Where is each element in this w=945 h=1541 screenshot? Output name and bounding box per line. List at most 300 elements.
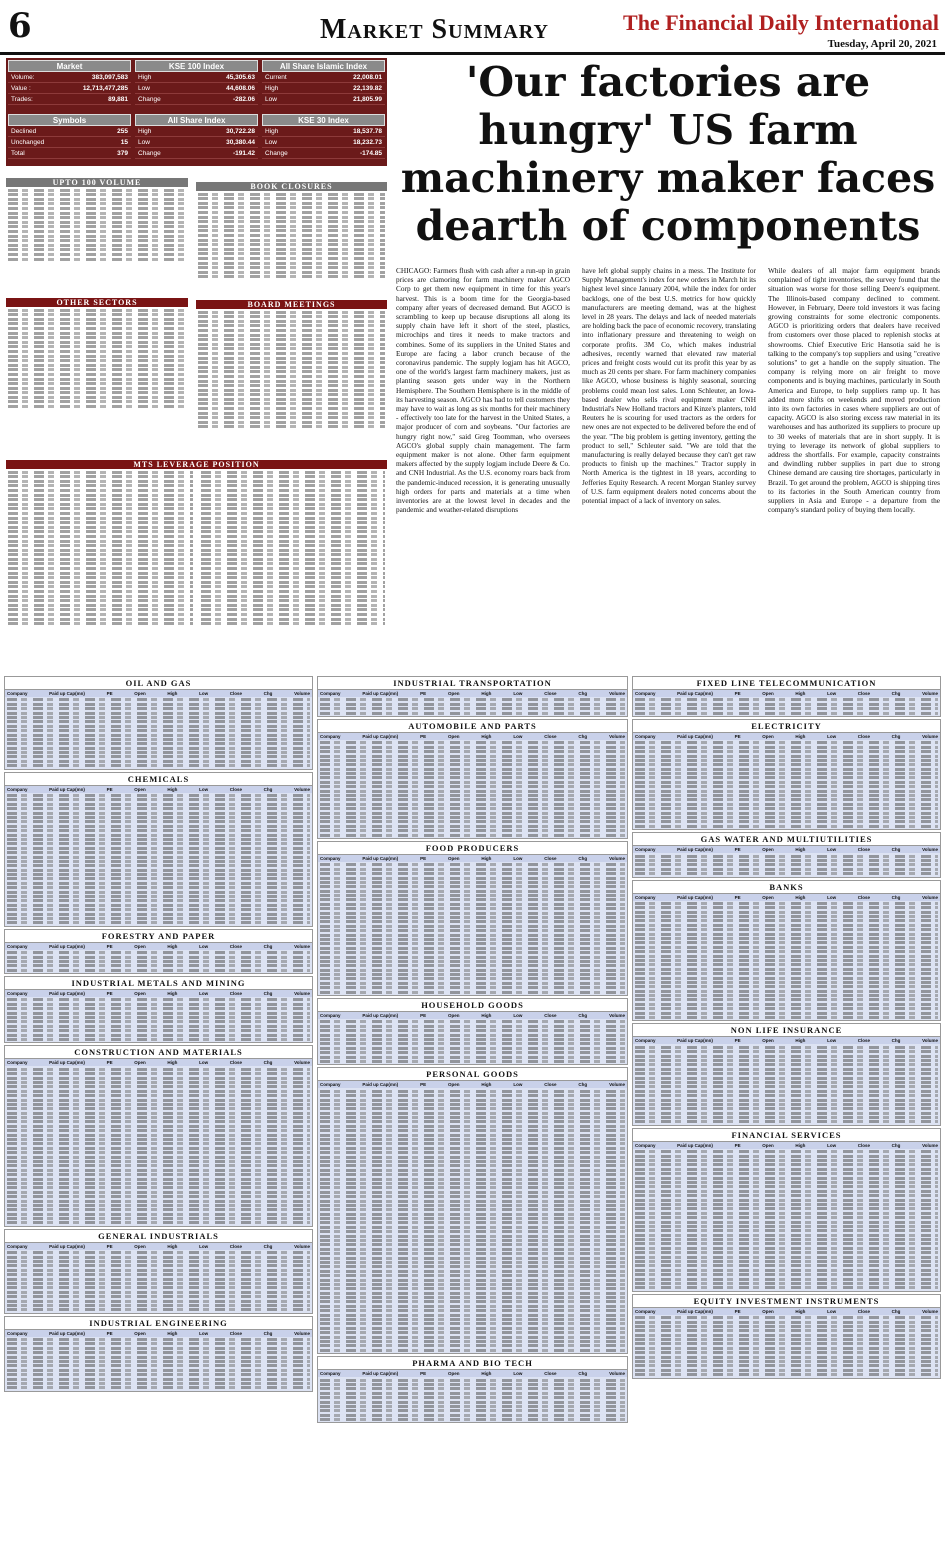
table-row xyxy=(198,366,385,369)
column-header: Paid up Cap(mn) xyxy=(49,943,85,949)
table-row xyxy=(320,1186,625,1189)
column-header: Open xyxy=(448,691,460,696)
table-row xyxy=(320,898,625,901)
column-header: Volume xyxy=(609,691,625,696)
table-row xyxy=(8,604,193,607)
table-row xyxy=(635,1120,938,1123)
column-header: Open xyxy=(762,733,774,739)
summary-value: -174.85 xyxy=(359,149,382,157)
table-row xyxy=(7,834,310,837)
table-row xyxy=(635,1103,938,1106)
table-row xyxy=(635,1168,938,1171)
table-row xyxy=(7,812,310,815)
table-row xyxy=(7,921,310,924)
table-row xyxy=(635,1229,938,1232)
column-header: Open xyxy=(762,1142,774,1148)
sector-title: ELECTRICITY xyxy=(633,720,940,733)
table-row xyxy=(201,581,386,584)
column-header: Open xyxy=(134,1330,146,1336)
table-row xyxy=(198,329,385,332)
table-row xyxy=(635,1373,938,1376)
summary-box-title: All Share Islamic Index xyxy=(262,60,385,72)
column-header: High xyxy=(481,691,492,696)
table-row xyxy=(8,327,186,330)
table-row xyxy=(320,863,625,866)
table-row xyxy=(7,1151,310,1154)
table-row xyxy=(8,549,193,552)
table-row xyxy=(635,798,938,801)
table-row xyxy=(8,359,186,362)
table-row xyxy=(8,345,186,348)
table-row xyxy=(7,816,310,819)
table-row xyxy=(7,908,310,911)
column-header: Paid up Cap(mn) xyxy=(49,1330,85,1336)
table-row xyxy=(320,925,625,928)
table-row xyxy=(320,1200,625,1203)
column-header: High xyxy=(795,1142,806,1148)
table-row xyxy=(8,258,186,261)
sector-column-1 xyxy=(4,676,313,1538)
table-row xyxy=(7,838,310,841)
table-row xyxy=(7,1286,310,1289)
table-row xyxy=(635,955,938,958)
table-row xyxy=(320,1340,625,1343)
column-header: Close xyxy=(229,1330,242,1336)
table-row xyxy=(7,1282,310,1285)
table-row xyxy=(8,608,193,611)
table-row xyxy=(635,781,938,784)
table-row xyxy=(7,1094,310,1097)
column-headers xyxy=(633,733,940,740)
table-row xyxy=(320,1283,625,1286)
table-row xyxy=(7,716,310,719)
summary-value: 21,805.99 xyxy=(353,95,382,103)
table-row xyxy=(198,275,385,278)
column-header: Chg xyxy=(578,733,588,739)
table-row xyxy=(7,703,310,706)
table-row xyxy=(7,1338,310,1341)
sector-title: INDUSTRIAL TRANSPORTATION xyxy=(318,677,627,690)
column-header: Chg xyxy=(578,1013,588,1019)
column-header: Volume xyxy=(294,1060,310,1066)
table-row xyxy=(635,1068,938,1071)
summary-value: 22,008.01 xyxy=(353,73,382,81)
table-row xyxy=(320,820,625,823)
sector-title: CONSTRUCTION AND MATERIALS xyxy=(5,1046,312,1059)
table-row xyxy=(635,1046,938,1049)
table-row xyxy=(8,622,193,625)
table-row xyxy=(320,1336,625,1339)
table-row xyxy=(320,1418,625,1421)
column-header: Close xyxy=(857,1308,870,1314)
table-row xyxy=(7,869,310,872)
table-row xyxy=(320,942,625,945)
table-row xyxy=(8,239,186,242)
column-header: High xyxy=(481,1013,492,1019)
table-row xyxy=(320,1025,625,1028)
summary-row xyxy=(8,137,131,148)
column-header: Paid up Cap(mn) xyxy=(677,1308,713,1314)
summary-box-title: All Share Index xyxy=(135,114,258,126)
sector-table xyxy=(4,676,313,770)
table-row xyxy=(635,707,938,710)
table-row xyxy=(8,253,186,256)
sector-table xyxy=(4,772,313,927)
table-row xyxy=(635,1012,938,1015)
table-row xyxy=(7,1138,310,1141)
table-row xyxy=(201,521,386,524)
mts-column xyxy=(6,469,195,627)
sector-title: INDUSTRIAL ENGINEERING xyxy=(5,1317,312,1330)
column-header: PE xyxy=(106,1060,113,1066)
column-header: Low xyxy=(513,855,523,861)
table-row xyxy=(635,1185,938,1188)
table-row xyxy=(7,842,310,845)
table-row xyxy=(635,698,938,701)
table-row xyxy=(635,785,938,788)
table-row xyxy=(7,960,310,963)
table-row xyxy=(320,834,625,837)
table-row xyxy=(8,405,186,408)
mts-leverage-table xyxy=(6,460,387,627)
table-row xyxy=(7,1200,310,1203)
table-row xyxy=(7,1169,310,1172)
column-header: Company xyxy=(7,1330,28,1336)
column-header: PE xyxy=(734,733,741,739)
table-row xyxy=(320,1129,625,1132)
table-row xyxy=(320,890,625,893)
table-row xyxy=(635,1212,938,1215)
table-row xyxy=(320,1230,625,1233)
table-row xyxy=(7,1251,310,1254)
table-row xyxy=(320,1147,625,1150)
table-row xyxy=(7,1003,310,1006)
summary-label: Low xyxy=(138,84,150,92)
table-row xyxy=(635,812,938,815)
column-header: Open xyxy=(134,786,146,792)
table-row xyxy=(7,1304,310,1307)
table-row xyxy=(320,1409,625,1412)
column-header: Chg xyxy=(263,1060,273,1066)
column-headers xyxy=(318,1012,627,1019)
sector-table xyxy=(632,832,941,877)
table-row xyxy=(7,1369,310,1372)
table-row xyxy=(198,252,385,255)
table-row xyxy=(7,712,310,715)
table-row xyxy=(320,772,625,775)
column-header: Open xyxy=(448,1082,460,1088)
column-header: High xyxy=(795,1308,806,1314)
table-row xyxy=(7,1016,310,1019)
sector-title: FINANCIAL SERVICES xyxy=(633,1129,940,1142)
column-header: High xyxy=(481,855,492,861)
table-row xyxy=(198,320,385,323)
table-row xyxy=(320,1396,625,1399)
summary-label: Value : xyxy=(11,84,31,92)
table-row xyxy=(320,969,625,972)
column-header: Open xyxy=(134,691,146,696)
column-headers xyxy=(633,846,940,853)
table-row xyxy=(635,902,938,905)
column-header: Company xyxy=(320,1082,341,1088)
table-row xyxy=(201,553,386,556)
table-row xyxy=(635,1334,938,1337)
upto-100-volume-table xyxy=(6,178,188,262)
column-header: Open xyxy=(448,855,460,861)
table-row xyxy=(635,1364,938,1367)
table-row xyxy=(7,1081,310,1084)
column-header: Close xyxy=(857,847,870,853)
table-row xyxy=(635,759,938,762)
table-row xyxy=(198,239,385,242)
column-header: Close xyxy=(229,991,242,997)
table-row xyxy=(635,919,938,922)
summary-row xyxy=(262,83,385,94)
column-header: Low xyxy=(199,1060,209,1066)
column-header: Open xyxy=(448,1371,460,1377)
table-row xyxy=(635,1225,938,1228)
table-row xyxy=(7,864,310,867)
table-row xyxy=(635,776,938,779)
table-row xyxy=(320,825,625,828)
table-row xyxy=(320,768,625,771)
column-header: Chg xyxy=(578,691,588,696)
column-header: Close xyxy=(544,1013,557,1019)
table-row xyxy=(201,530,386,533)
table-row xyxy=(7,895,310,898)
table-row xyxy=(8,396,186,399)
table-row xyxy=(198,206,385,209)
column-header: PE xyxy=(420,691,427,696)
table-row xyxy=(7,969,310,972)
table-row xyxy=(8,558,193,561)
column-header: High xyxy=(167,691,178,696)
table-row xyxy=(8,364,186,367)
table-title: OTHER SECTORS xyxy=(6,298,188,307)
summary-label: Declined xyxy=(11,127,37,135)
sector-title: FOOD PRODUCERS xyxy=(318,842,627,855)
summary-box-title: Symbols xyxy=(8,114,131,126)
table-row xyxy=(320,991,625,994)
table-title: BOOK CLOSURES xyxy=(196,182,387,191)
table-row xyxy=(201,475,386,478)
table-row xyxy=(198,402,385,405)
table-row xyxy=(201,572,386,575)
table-row xyxy=(320,1292,625,1295)
summary-value: 22,139.82 xyxy=(353,84,382,92)
table-row xyxy=(201,498,386,501)
sector-table xyxy=(317,841,628,996)
table-row xyxy=(635,990,938,993)
table-row xyxy=(635,859,938,862)
table-row xyxy=(635,1269,938,1272)
sector-table xyxy=(317,1067,628,1354)
column-headers xyxy=(633,1142,940,1149)
table-row xyxy=(320,1349,625,1352)
sector-title: HOUSEHOLD GOODS xyxy=(318,999,627,1012)
column-header: High xyxy=(167,786,178,792)
table-row xyxy=(635,1055,938,1058)
column-headers xyxy=(318,1370,627,1377)
summary-box-title: Market xyxy=(8,60,131,72)
table-row xyxy=(635,1221,938,1224)
table-row xyxy=(320,755,625,758)
column-header: Paid up Cap(mn) xyxy=(677,733,713,739)
table-row xyxy=(320,1261,625,1264)
table-row xyxy=(8,225,186,228)
table-row xyxy=(7,1160,310,1163)
summary-value: 44,608.06 xyxy=(226,84,255,92)
column-header: Paid up Cap(mn) xyxy=(49,691,85,696)
summary-row xyxy=(135,148,258,159)
table-row xyxy=(320,1112,625,1115)
column-header: Close xyxy=(857,1142,870,1148)
table-row xyxy=(8,382,186,385)
table-row xyxy=(201,535,386,538)
table-row xyxy=(198,229,385,232)
column-header: Company xyxy=(7,1243,28,1249)
table-row xyxy=(7,807,310,810)
table-row xyxy=(635,1003,938,1006)
summary-row xyxy=(8,94,131,105)
table-row xyxy=(320,1103,625,1106)
table-row xyxy=(198,271,385,274)
table-row xyxy=(320,1287,625,1290)
table-row xyxy=(320,1099,625,1102)
column-header: PE xyxy=(106,786,113,792)
column-header: Paid up Cap(mn) xyxy=(677,1142,713,1148)
sector-table xyxy=(317,1356,628,1423)
table-row xyxy=(7,820,310,823)
column-header: Paid up Cap(mn) xyxy=(677,894,713,900)
table-row xyxy=(320,872,625,875)
table-row xyxy=(7,1295,310,1298)
table-row xyxy=(7,1347,310,1350)
table-row xyxy=(198,343,385,346)
summary-row xyxy=(262,148,385,159)
table-row xyxy=(320,1120,625,1123)
table-row xyxy=(320,1038,625,1041)
sector-table xyxy=(4,1229,313,1314)
table-row xyxy=(7,891,310,894)
table-row xyxy=(320,960,625,963)
table-row xyxy=(635,968,938,971)
table-row xyxy=(320,1221,625,1224)
table-row xyxy=(320,1305,625,1308)
table-row xyxy=(635,1247,938,1250)
table-row xyxy=(7,1386,310,1389)
table-row xyxy=(198,257,385,260)
table-row xyxy=(198,393,385,396)
table-row xyxy=(198,266,385,269)
table-row xyxy=(7,751,310,754)
table-row xyxy=(198,243,385,246)
table-title: UPTO 100 VOLUME xyxy=(6,178,188,187)
column-header: Chg xyxy=(263,991,273,997)
summary-row xyxy=(8,148,131,159)
table-row xyxy=(7,1356,310,1359)
sector-title: PERSONAL GOODS xyxy=(318,1068,627,1081)
table-row xyxy=(635,872,938,875)
column-headers xyxy=(318,855,627,862)
table-row xyxy=(635,1159,938,1162)
table-row xyxy=(320,1042,625,1045)
table-row xyxy=(320,816,625,819)
table-row xyxy=(635,1090,938,1093)
table-row xyxy=(635,1325,938,1328)
table-row xyxy=(201,540,386,543)
table-row xyxy=(320,1383,625,1386)
table-row xyxy=(8,189,186,192)
table-row xyxy=(320,1274,625,1277)
table-row xyxy=(201,599,386,602)
column-header: Low xyxy=(827,1038,837,1044)
table-row xyxy=(8,590,193,593)
table-row xyxy=(201,576,386,579)
table-row xyxy=(198,370,385,373)
table-row xyxy=(7,707,310,710)
table-row xyxy=(635,928,938,931)
summary-label: Total xyxy=(11,149,25,157)
summary-value: 379 xyxy=(117,149,128,157)
table-row xyxy=(320,1090,625,1093)
table-row xyxy=(320,1125,625,1128)
table-row xyxy=(7,1068,310,1071)
table-row xyxy=(198,357,385,360)
column-header: Chg xyxy=(263,1243,273,1249)
table-row xyxy=(320,698,625,701)
sector-table xyxy=(4,1316,313,1392)
table-row xyxy=(198,361,385,364)
table-row xyxy=(635,963,938,966)
table-row xyxy=(198,389,385,392)
column-header: Chg xyxy=(263,1330,273,1336)
table-row xyxy=(8,576,193,579)
table-row xyxy=(7,1072,310,1075)
table-row xyxy=(320,1270,625,1273)
table-row xyxy=(320,929,625,932)
table-row xyxy=(198,347,385,350)
table-row xyxy=(320,1208,625,1211)
table-row xyxy=(7,1012,310,1015)
summary-label: Trades: xyxy=(11,95,33,103)
table-row xyxy=(635,911,938,914)
table-row xyxy=(7,1038,310,1041)
column-header: PE xyxy=(734,894,741,900)
column-headers xyxy=(633,894,940,901)
table-row xyxy=(320,1169,625,1172)
column-header: Volume xyxy=(922,847,938,853)
table-row xyxy=(635,1063,938,1066)
table-row xyxy=(320,894,625,897)
article-column-1: CHICAGO: Farmers flush with cash after a run-up in grain prices are clamoring for farm machinery maker AGCO Corp to get them new equipment in time for this year's harvest. This is a boom time for the Georgia-based company after years of decreased demand. But AGCO is scrambling to keep up because disruptions all along its supply chain have left it short of the steel, plastics, microchips and tires it needs to make tractors and combines. Some of its suppliers in the United States and Europe are facing a labor crunch because of the coronavirus pandemic. The supply logjam has hit AGCO, one of the world's largest farm machinery makers, just as planting season gets under way in the Northern Hemisphere. The Southern Hemisphere is in the middle of its harvesting season. AGCO has had to tell customers they may have to wait as long as six months for their machinery - effectively too late for the harvest in the United States, a major producer of corn and soybeans. "Our factories are hungry right now," said Greg Toomman, who oversees AGCO's global supply chain management. The farm equipment maker is not alone. Other farm equipment makers affected by the supply logjam include Deere & Co. and CNH Industrial. As the U.S. economy roars back from the pandemic-induced recession, it is generating unusually high orders for parts and materials at a time when inventories are at the lowest level in decades and the pandemic and weather-related disruptions xyxy=(396,266,570,515)
table-row xyxy=(635,1273,938,1276)
column-header: Volume xyxy=(294,786,310,792)
table-row xyxy=(7,1308,310,1311)
column-header: Company xyxy=(320,1371,341,1377)
table-row xyxy=(320,973,625,976)
table-row xyxy=(7,1007,310,1010)
column-header: Low xyxy=(513,733,523,739)
table-row xyxy=(320,1107,625,1110)
table-row xyxy=(198,262,385,265)
column-header: High xyxy=(481,1082,492,1088)
table-row xyxy=(7,1217,310,1220)
column-header: Low xyxy=(199,1330,209,1336)
summary-value: 18,537.78 xyxy=(353,127,382,135)
table-row xyxy=(320,1142,625,1145)
table-row xyxy=(7,1213,310,1216)
